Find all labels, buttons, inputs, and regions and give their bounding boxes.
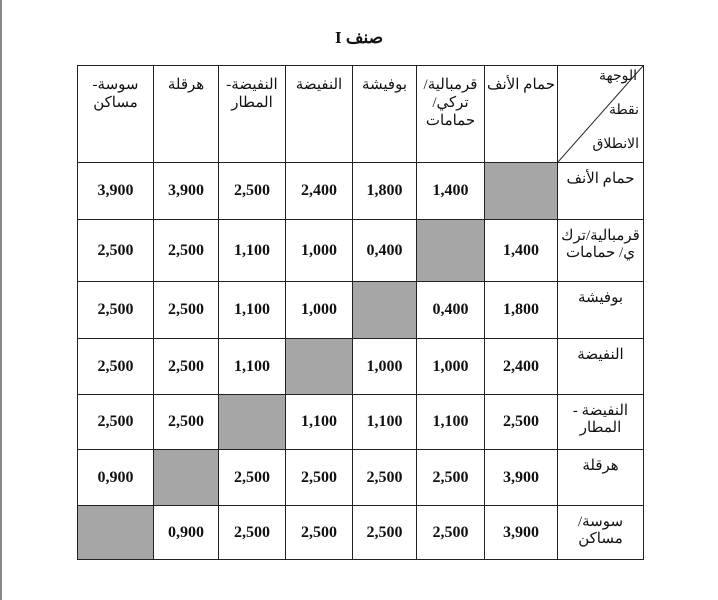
fare-cell: 2,500 <box>154 220 219 282</box>
fare-cell: 2,500 <box>78 395 154 450</box>
fare-cell: 1,800 <box>485 282 558 339</box>
fare-cell: 1,800 <box>353 163 417 220</box>
row-header: بوفيشة <box>558 282 644 339</box>
fare-cell: 1,400 <box>417 163 485 220</box>
fare-cell: 0,400 <box>417 282 485 339</box>
diagonal-cell <box>417 220 485 282</box>
fare-cell: 2,500 <box>417 506 485 560</box>
fare-cell: 0,900 <box>78 450 154 506</box>
column-header: حمام الأنف <box>485 66 558 163</box>
fare-cell: 1,000 <box>286 282 353 339</box>
table-row <box>78 506 644 560</box>
fare-cell: 2,500 <box>78 282 154 339</box>
diagonal-cell <box>154 450 219 506</box>
fare-cell: 2,500 <box>219 163 286 220</box>
table-row <box>78 220 644 282</box>
row-header: النفيضة <box>558 339 644 395</box>
fare-cell: 1,100 <box>219 220 286 282</box>
fare-cell: 2,400 <box>485 339 558 395</box>
fare-cell: 1,100 <box>219 282 286 339</box>
fare-cell: 1,100 <box>219 339 286 395</box>
header-row <box>78 66 644 163</box>
fare-cell: 0,400 <box>353 220 417 282</box>
diagonal-cell <box>353 282 417 339</box>
row-header: النفيضة - المطار <box>558 395 644 450</box>
corner-departure-label: الانطلاق <box>592 137 639 152</box>
column-header: النفيضة- المطار <box>219 66 286 163</box>
fare-cell: 2,500 <box>154 395 219 450</box>
diagonal-cell <box>485 163 558 220</box>
fare-cell: 2,500 <box>219 450 286 506</box>
fare-cell: 2,500 <box>78 220 154 282</box>
table-row <box>78 339 644 395</box>
fare-table <box>77 65 644 560</box>
fare-cell: 1,100 <box>353 395 417 450</box>
diagonal-cell <box>219 395 286 450</box>
corner-header-cell <box>558 66 644 163</box>
fare-cell: 2,500 <box>286 450 353 506</box>
fare-cell: 1,000 <box>417 339 485 395</box>
row-header: سوسة/ مساكن <box>558 506 644 560</box>
column-header: هرقلة <box>154 66 219 163</box>
fare-cell: 2,500 <box>286 506 353 560</box>
fare-cell: 2,500 <box>154 282 219 339</box>
diagonal-cell <box>78 506 154 560</box>
fare-cell: 3,900 <box>78 163 154 220</box>
fare-cell: 2,500 <box>78 339 154 395</box>
fare-cell: 2,500 <box>154 339 219 395</box>
table-row <box>78 450 644 506</box>
table-row <box>78 395 644 450</box>
fare-cell: 2,500 <box>485 395 558 450</box>
row-header: قرمبالية/ترك ي/ حمامات <box>558 220 644 282</box>
page-title: صنف I <box>334 28 384 47</box>
column-header: النفيضة <box>286 66 353 163</box>
corner-destination-label: الوجهة <box>598 69 637 84</box>
table-row <box>78 163 644 220</box>
column-header: قرمبالية/ تركي/ حمامات <box>417 66 485 163</box>
diagonal-cell <box>286 339 353 395</box>
column-header: سوسة- مساكن <box>78 66 154 163</box>
fare-cell: 0,900 <box>154 506 219 560</box>
column-header: بوفيشة <box>353 66 417 163</box>
fare-cell: 1,000 <box>353 339 417 395</box>
fare-cell: 2,500 <box>353 450 417 506</box>
fare-cell: 3,900 <box>485 506 558 560</box>
fare-cell: 2,500 <box>353 506 417 560</box>
fare-cell: 3,900 <box>485 450 558 506</box>
row-header: حمام الأنف <box>558 163 644 220</box>
fare-cell: 1,100 <box>417 395 485 450</box>
fare-cell: 2,500 <box>417 450 485 506</box>
fare-cell: 2,500 <box>219 506 286 560</box>
row-header: هرقلة <box>558 450 644 506</box>
corner-point-label: نقطة <box>609 103 639 118</box>
fare-cell: 1,100 <box>286 395 353 450</box>
fare-cell: 1,000 <box>286 220 353 282</box>
fare-cell: 2,400 <box>286 163 353 220</box>
fare-cell: 3,900 <box>154 163 219 220</box>
page-edge <box>0 0 2 600</box>
fare-cell: 1,400 <box>485 220 558 282</box>
table-row <box>78 282 644 339</box>
